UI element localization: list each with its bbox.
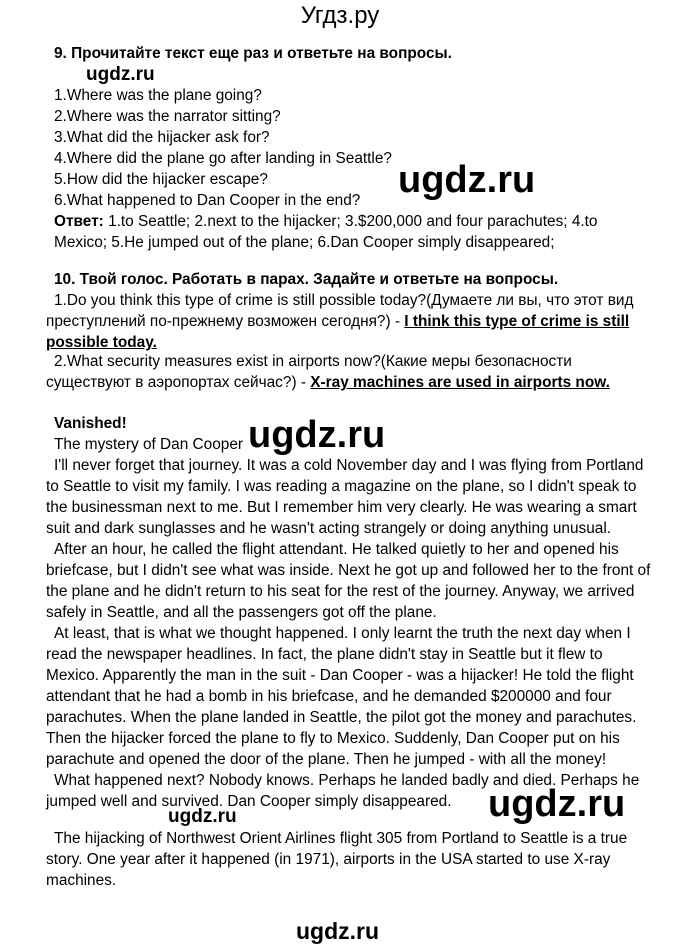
- story-line: to Seattle to visit my family. I was reading a magazine on the plane, so I didn't speak to: [46, 478, 637, 495]
- task10-heading: 10. Твой голос. Работать в парах. Задайте и ответьте на вопросы.: [54, 271, 559, 288]
- task9-question: 6.What happened to Dan Cooper in the end?: [54, 192, 361, 209]
- story-line: machines.: [46, 872, 117, 889]
- q2-answer: X-ray machines are used in airports now.: [310, 374, 610, 391]
- story-line: What happened next? Nobody knows. Perhaps he landed badly and died. Perhaps he: [54, 772, 640, 789]
- story-line: attendant that he had a bomb in his briefcase, and he demanded $200000 and four: [46, 688, 612, 705]
- story-line: jumped well and survived. Dan Cooper simply disappeared.: [46, 793, 452, 810]
- story-line: Then the hijacker forced the plane to fly to Mexico. Suddenly, Dan Cooper put on his: [46, 730, 620, 747]
- site-title: Угдз.ру: [300, 2, 380, 29]
- watermark: ugdz.ru: [398, 159, 536, 201]
- story-line: suit and dark sunglasses and he wasn't acting strangely or doing anything unusual.: [46, 520, 612, 537]
- task10-q1-line3: possible today.: [46, 334, 157, 351]
- story-line: briefcase, but I didn't see what was inside. Next he got up and followed her to the front of: [46, 562, 651, 579]
- story-line: Mexico. Apparently the man in the suit - Dan Cooper - was a hijacker! He told the flight: [46, 667, 634, 684]
- task9-question: 1.Where was the plane going?: [54, 87, 262, 104]
- story-line: story. One year after it happened (in 1971), airports in the USA started to use X-ray: [46, 851, 611, 868]
- story-line: At least, that is what we thought happened. I only learnt the truth the next day when I: [54, 625, 631, 642]
- q1-answer: I think this type of crime is still: [404, 313, 630, 330]
- story-subtitle: The mystery of Dan Cooper: [54, 436, 244, 453]
- story-line: parachute and opened the door of the plane. Then he jumped - with all the money!: [46, 751, 607, 768]
- watermark: ugdz.ru: [86, 64, 155, 85]
- story-line: read the newspaper headlines. In fact, the plane didn't stay in Seattle but it flew to: [46, 646, 603, 663]
- story-line: The hijacking of Northwest Orient Airlines flight 305 from Portland to Seattle is a true: [54, 830, 628, 847]
- task9-question: 4.Where did the plane go after landing in Seattle?: [54, 150, 392, 167]
- task9-question: 2.Where was the narrator sitting?: [54, 108, 281, 125]
- answer-label: Ответ:: [54, 213, 104, 230]
- story-line: safely in Seattle, and all the passengers got off the plane.: [46, 604, 437, 621]
- task9-heading: 9. Прочитайте текст еще раз и ответьте на вопросы.: [54, 45, 452, 62]
- task9-answer-line2: Mexico; 5.He jumped out of the plane; 6.Dan Cooper simply disappeared;: [54, 234, 555, 251]
- watermark: ugdz.ru: [296, 918, 380, 944]
- watermark: ugdz.ru: [248, 414, 386, 456]
- answer-text: 1.to Seattle; 2.next to the hijacker; 3.$200,000 and four parachutes; 4.to: [103, 213, 598, 230]
- task10-q1-line2: [46, 312, 629, 332]
- task9-answer-line1: [54, 212, 598, 232]
- story-line: the businessman next to me. But I remember him very clearly. He was wearing a smart: [46, 499, 637, 516]
- q1-text: преступлений по-прежнему возможен сегодня?) -: [46, 313, 405, 330]
- task10-q2-line1: 2.What security measures exist in airports now?(Какие меры безопасности: [54, 353, 572, 370]
- task9-question: 3.What did the hijacker ask for?: [54, 129, 270, 146]
- story-line: parachutes. When the plane landed in Seattle, the pilot got the money and parachutes.: [46, 709, 637, 726]
- task9-question: 5.How did the hijacker escape?: [54, 171, 268, 188]
- story-line: After an hour, he called the flight attendant. He talked quietly to her and opened his: [54, 541, 619, 558]
- watermark: ugdz.ru: [488, 783, 626, 825]
- q2-text: существуют в аэропортах сейчас?) -: [46, 374, 311, 391]
- story-title: Vanished!: [54, 415, 127, 432]
- watermark: ugdz.ru: [168, 806, 237, 827]
- task10-q2-line2: [46, 373, 610, 393]
- story-line: the plane and he didn't return to his seat for the rest of the journey. Anyway, we arrived: [46, 583, 635, 600]
- task10-q1-line1: 1.Do you think this type of crime is still possible today?(Думаете ли вы, что этот вид: [54, 292, 634, 309]
- story-line: I'll never forget that journey. It was a cold November day and I was flying from Portland: [54, 457, 644, 474]
